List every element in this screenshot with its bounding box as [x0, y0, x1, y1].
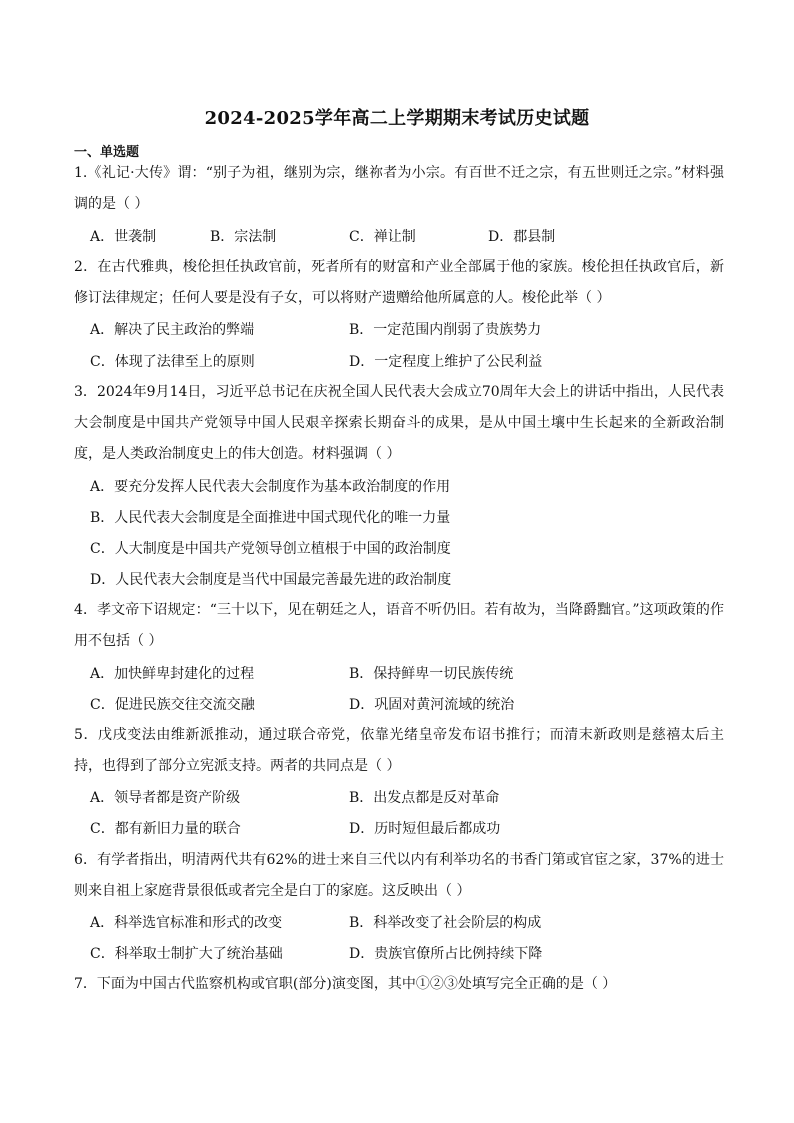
- question-7-stem: 7．下面为中国古代监察机构或官职(部分)演变图，其中①②③处填写完全正确的是（ ）: [74, 976, 617, 992]
- question-3-option-c: C．人大制度是中国共产党领导创立植根于中国的政治制度: [90, 541, 451, 557]
- question-2-option-b: B．一定范围内削弱了贵族势力: [349, 322, 542, 338]
- question-3-option-d: D．人民代表大会制度是当代中国最完善最先进的政治制度: [90, 572, 452, 588]
- question-4-option-b: B．保持鲜卑一切民族传统: [349, 666, 514, 682]
- question-5-option-c: C．都有新旧力量的联合: [90, 821, 241, 837]
- question-5-option-d: D．历时短但最后都成功: [349, 821, 501, 837]
- question-6-option-d: D．贵族官僚所占比例持续下降: [349, 946, 543, 962]
- question-6-stem: 6．有学者指出，明清两代共有62%的进士来自三代以内有利举功名的书香门第或官宦之家，37%的进士则来自祖上家庭背景很低或者完全是白丁的家庭。这反映出（ ）: [74, 852, 724, 899]
- question-1-stem: 1.《礼记·大传》谓：“别子为祖，继别为宗，继祢者为小宗。有百世不迁之宗，有五世则迁之宗。”材料强调的是（ ）: [74, 165, 724, 212]
- question-6-option-b: B．科举改变了社会阶层的构成: [349, 915, 542, 931]
- question-4-stem: 4．孝文帝下诏规定：“三十以下，见在朝廷之人，语音不听仍旧。若有故为，当降爵黜官。”这项政策的作用不包括（ ）: [74, 602, 724, 649]
- question-1-option-c: C．禅让制: [349, 229, 416, 245]
- section-heading: 一、单选题: [74, 145, 140, 160]
- question-6-option-a: A．科举选官标准和形式的改变: [90, 915, 283, 931]
- question-3-option-b: B．人民代表大会制度是全面推进中国式现代化的唯一力量: [90, 510, 451, 526]
- question-6-option-c: C．科举取士制扩大了统治基础: [90, 946, 283, 962]
- question-5-stem: 5．戊戌变法由维新派推动，通过联合帝党，依靠光绪皇帝发布诏书推行；而清末新政则是慈禧太后主持，也得到了部分立宪派支持。两者的共同点是（ ）: [74, 727, 724, 774]
- question-2-option-d: D．一定程度上维护了公民利益: [349, 354, 543, 370]
- question-3-stem: 3．2024年9月14日，习近平总书记在庆祝全国人民代表大会成立70周年大会上的讲话中指出，人民代表大会制度是中国共产党领导中国人民艰辛探索长期奋斗的成果，是从中国土壤中生长起来的全新政治制度，是人类政治制度史上的伟大创造。材料强调（ ）: [74, 384, 724, 462]
- exam-title: 2024-2025学年高二上学期期末考试历史试题: [204, 108, 590, 129]
- question-1-option-d: D．郡县制: [488, 229, 556, 245]
- question-1-option-a: A．世袭制: [90, 229, 157, 245]
- question-2-stem: 2．在古代雅典，梭伦担任执政官前，死者所有的财富和产业全部属于他的家族。梭伦担任执政官后，新修订法律规定；任何人要是没有子女，可以将财产遗赠给他所属意的人。梭伦此举（ ）: [74, 259, 724, 306]
- question-4-option-d: D．巩固对黄河流域的统治: [349, 697, 515, 713]
- question-1-option-b: B．宗法制: [210, 229, 277, 245]
- question-5-option-b: B．出发点都是反对革命: [349, 790, 500, 806]
- question-2-option-c: C．体现了法律至上的原则: [90, 354, 255, 370]
- question-3-option-a: A．要充分发挥人民代表大会制度作为基本政治制度的作用: [90, 479, 451, 495]
- question-5-option-a: A．领导者都是资产阶级: [90, 790, 241, 806]
- question-4-option-a: A．加快鲜卑封建化的过程: [90, 666, 255, 682]
- question-4-option-c: C．促进民族交往交流交融: [90, 697, 255, 713]
- question-2-option-a: A．解决了民主政治的弊端: [90, 322, 255, 338]
